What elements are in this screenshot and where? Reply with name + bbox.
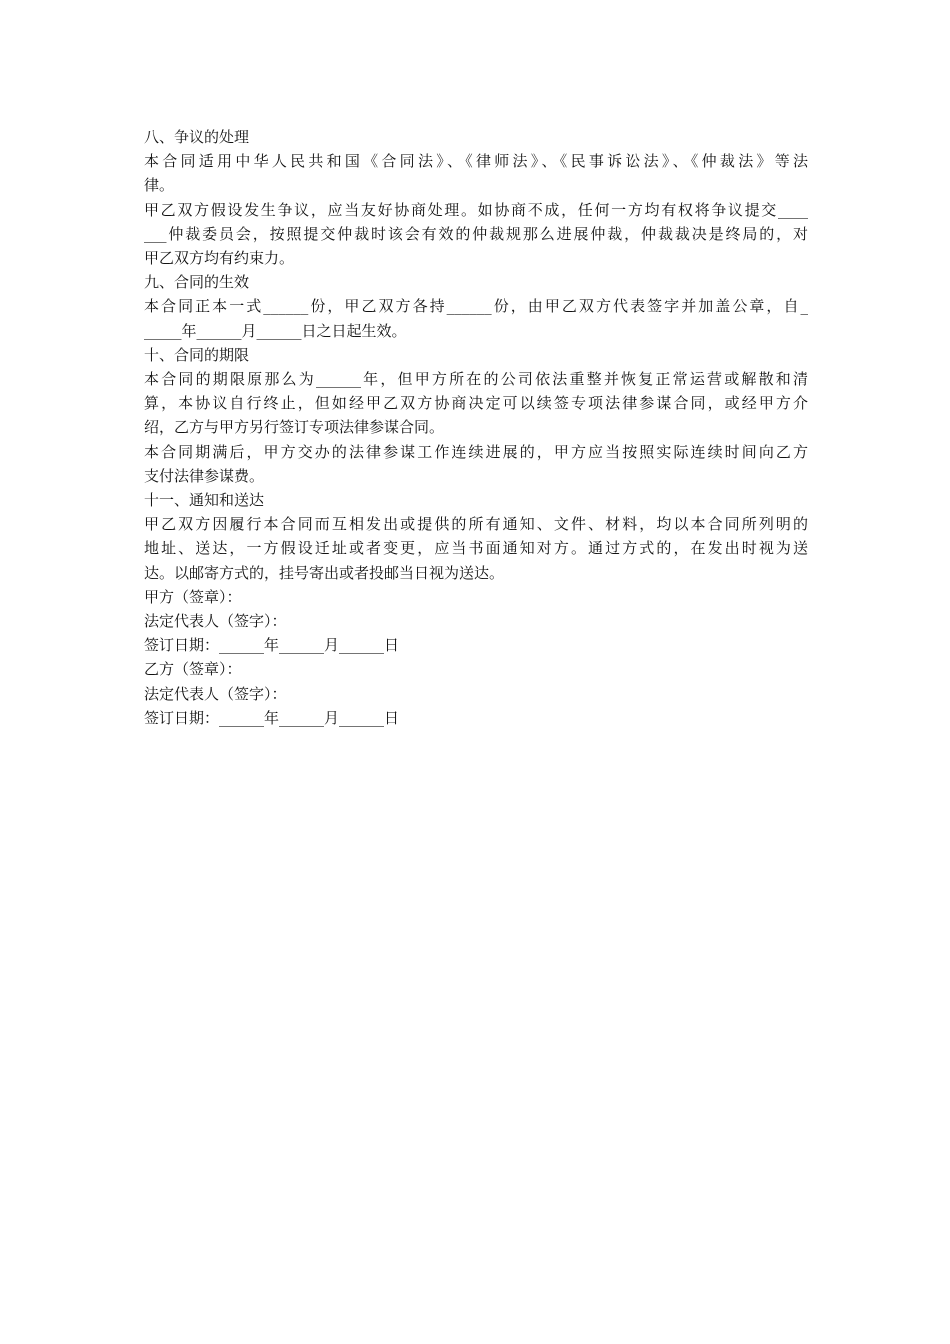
document-line: 支付法律参谋费。 (144, 466, 265, 485)
document-line: 九、合同的生效 (144, 273, 250, 292)
document-line: 本合同的期限原那么为______年，但甲方所在的公司依法重整并恢复正常运营或解散和清 (144, 370, 808, 389)
document-line: 甲乙双方因履行本合同而互相发出或提供的所有通知、文件、材料，均以本合同所列明的 (144, 515, 808, 534)
document-line: 十一、通知和送达 (144, 491, 265, 510)
document-line: 本合同期满后，甲方交办的法律参谋工作连续进展的，甲方应当按照实际连续时间向乙方 (144, 442, 808, 461)
document-line: 本合同正本一式______份，甲乙双方各持______份，由甲乙双方代表签字并加盖公章，自_ (144, 297, 808, 316)
document-line: 十、合同的期限 (144, 345, 250, 364)
document-line: _____年______月______日之日起生效。 (144, 321, 407, 340)
document-line: 本合同适用中华人民共和国《合同法》、《律师法》、《民事诉讼法》、《仲裁法》等法 (144, 152, 808, 171)
party-a-signing-date: 签订日期：______年______月______日 (144, 636, 400, 655)
document-line: 算，本协议自行终止，但如经甲乙双方协商决定可以续签专项法律参谋合同，或经甲方介 (144, 394, 808, 413)
document-line: 八、争议的处理 (144, 128, 250, 146)
document-line: 甲乙双方均有约束力。 (144, 249, 295, 268)
party-b-seal-label: 乙方（签章）： (144, 660, 242, 679)
document-line: 达。以邮寄方式的，挂号寄出或者投邮当日视为送达。 (144, 563, 505, 582)
document-page (144, 125, 808, 730)
party-a-representative-label: 法定代表人（签字）： (144, 612, 287, 631)
party-a-seal-label: 甲方（签章）： (144, 587, 242, 606)
document-line: 地址、送达，一方假设迁址或者变更，应当书面通知对方。通过方式的，在发出时视为送 (144, 539, 808, 558)
document-line: 甲乙双方假设发生争议，应当友好协商处理。如协商不成，任何一方均有权将争议提交____ (144, 200, 808, 219)
party-b-signing-date: 签订日期：______年______月______日 (144, 708, 400, 727)
document-line: 绍，乙方与甲方另行签订专项法律参谋合同。 (144, 418, 445, 437)
document-body (144, 125, 808, 585)
document-line: ___仲裁委员会，按照提交仲裁时该会有效的仲裁规那么进展仲裁，仲裁裁决是终局的，对 (144, 224, 808, 243)
signature-block (144, 585, 808, 730)
document-line: 律。 (144, 176, 175, 195)
party-b-representative-label: 法定代表人（签字）： (144, 684, 287, 703)
